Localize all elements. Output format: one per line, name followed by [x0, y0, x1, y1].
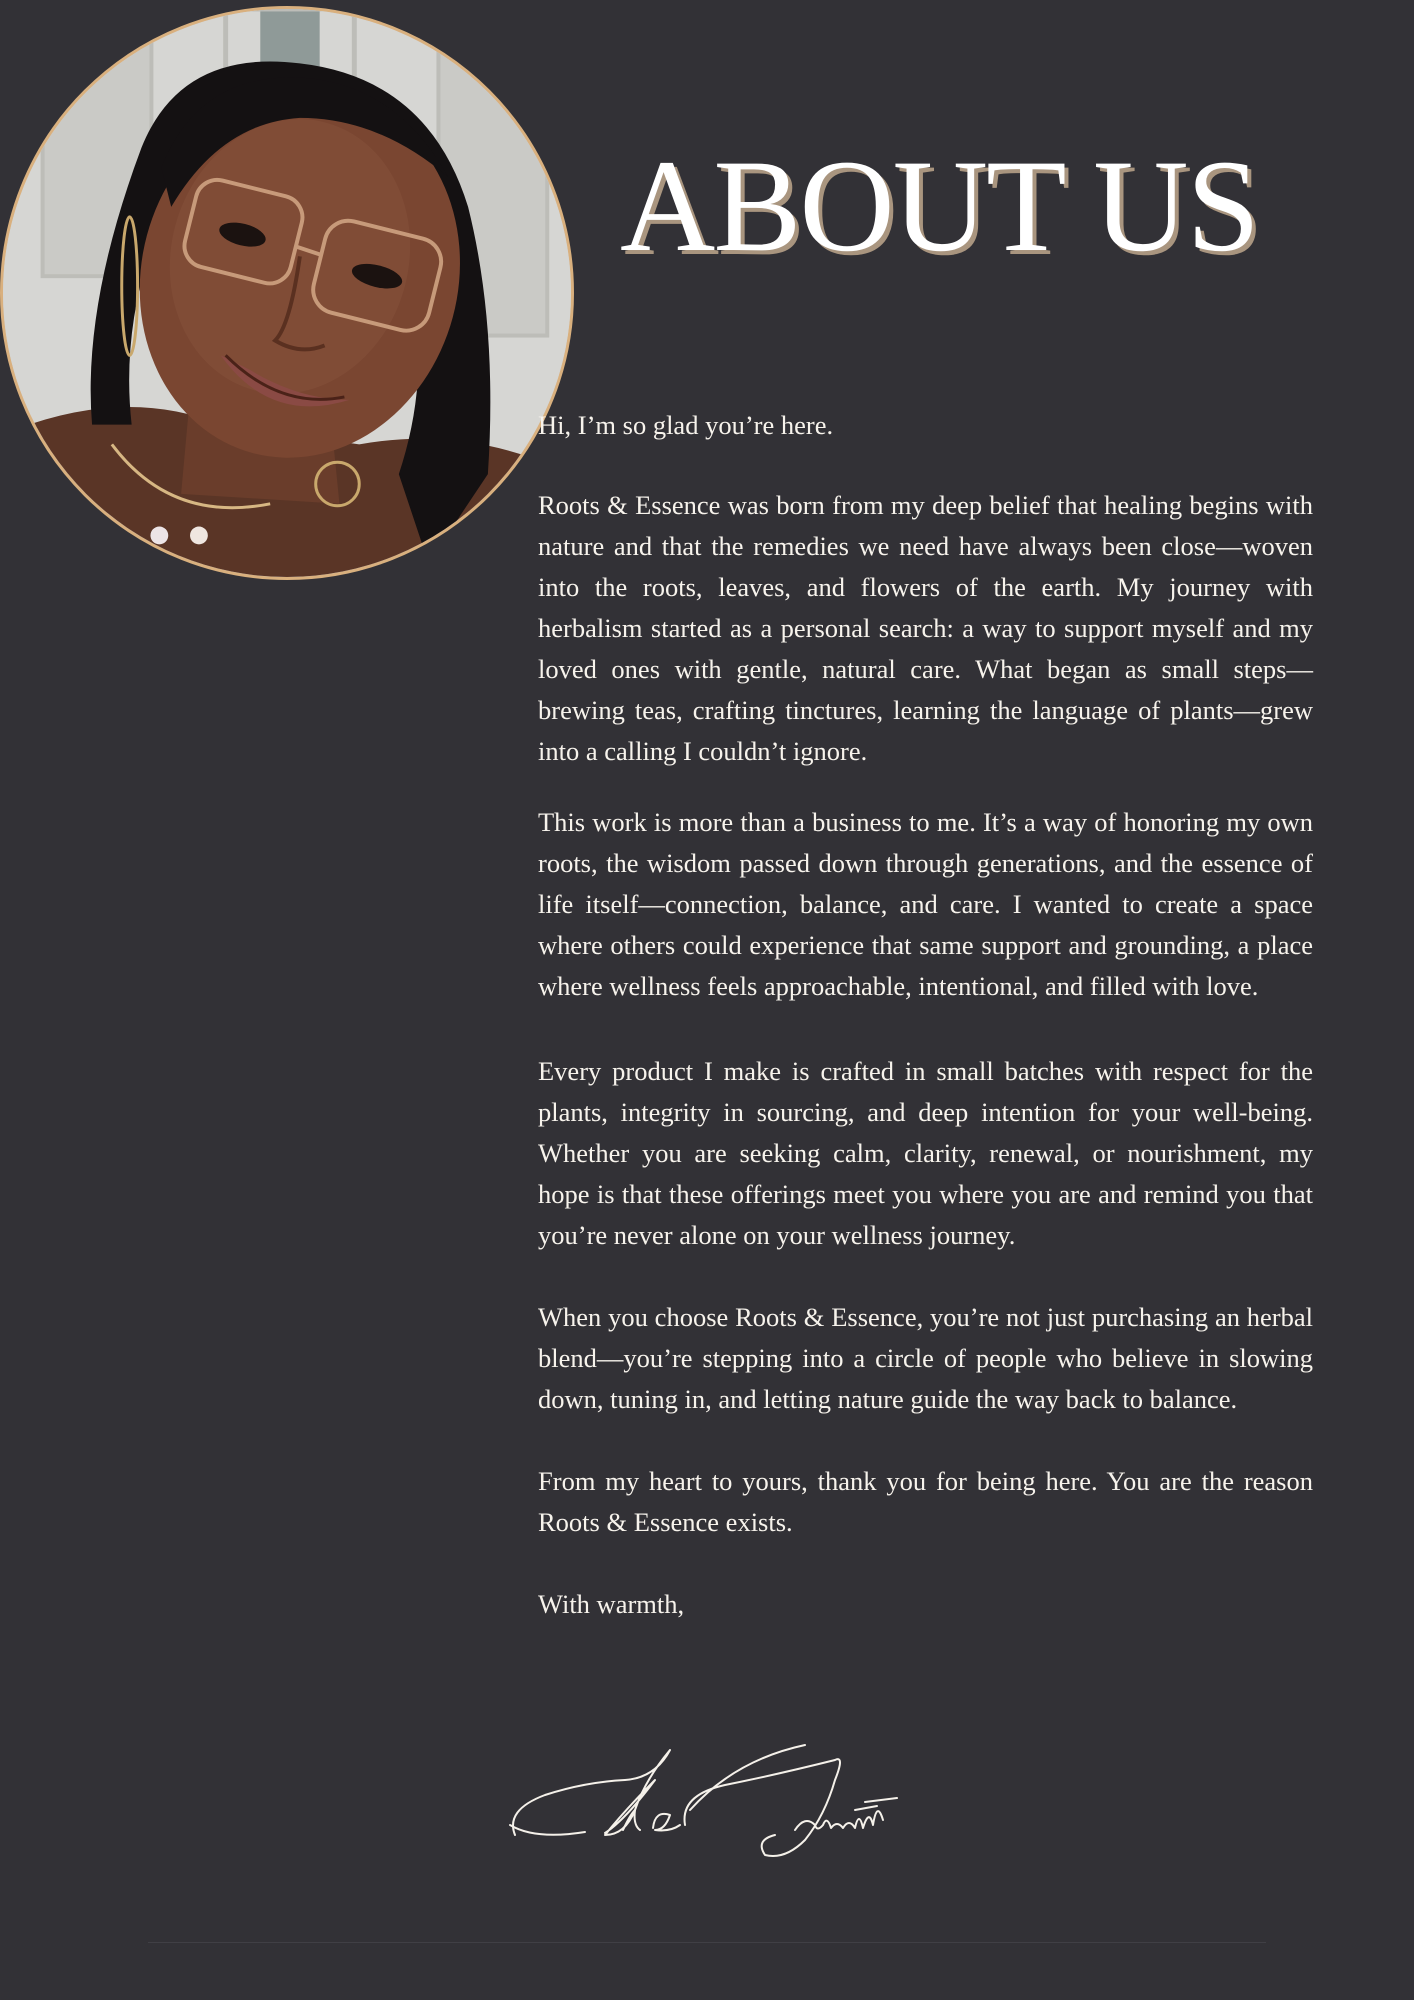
letter-paragraph: Roots & Essence was born from my deep belief that healing begins with nature and that the remedies we need have always been close—woven into the roots, leaves, and flowers of the earth. My journey with herbalism started as a personal search: a way to support myself and my loved ones with gentle, natural care. What began as small steps—brewing teas, crafting tinctures, learning the language of plants—grew into a calling I couldn’t ignore.: [538, 490, 1313, 766]
greeting-text: Hi, I’m so glad you’re here.: [538, 410, 834, 440]
letter-paragraph: Every product I make is crafted in small batches with respect for the plants, integrity in sourcing, and deep intention for your well-being. Whether you are seeking calm, clarity, renewal, or nourishment, my hope is that these offerings meet you where you are and remind you that you’re never alone on your wellness journey.: [538, 1056, 1313, 1250]
letter-paragraph: From my heart to yours, thank you for being here. You are the reason Roots & Essence exists.: [538, 1466, 1313, 1537]
founder-letter: [538, 405, 1313, 1625]
founder-portrait: [0, 6, 574, 580]
signature: [505, 1740, 925, 1870]
letter-paragraph: This work is more than a business to me. It’s a way of honoring my own roots, the wisdom passed down through generations, and the essence of life itself—connection, balance, and care. I wanted to create a space where others could experience that same support and grounding, a place where wellness feels approachable, intentional, and filled with love.: [538, 807, 1313, 1001]
closing-text: With warmth,: [538, 1589, 685, 1619]
page-title: ABOUT US: [620, 132, 1259, 279]
letter-paragraph: When you choose Roots & Essence, you’re not just purchasing an herbal blend—you’re stepping into a circle of people who believe in slowing down, tuning in, and letting nature guide the way back to balance.: [538, 1302, 1313, 1414]
footer-divider: [148, 1942, 1266, 1943]
portrait-illustration: [3, 9, 571, 577]
signature-illustration: [505, 1740, 925, 1870]
